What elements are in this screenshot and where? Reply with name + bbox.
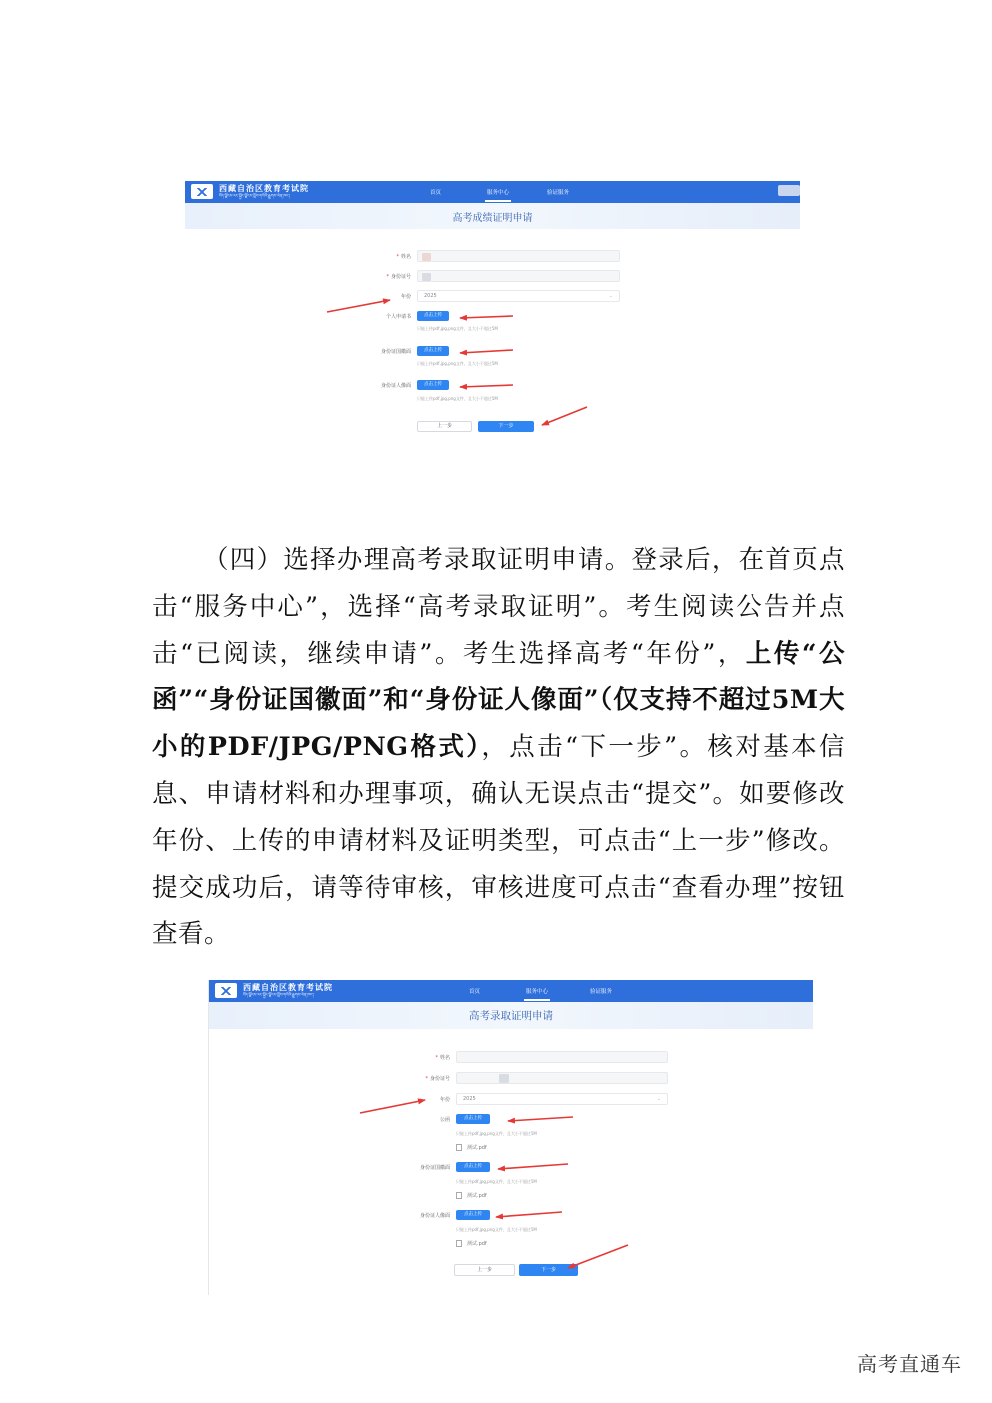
year-select[interactable]	[456, 1093, 668, 1105]
nav-service-center[interactable]: 服务中心	[526, 989, 549, 995]
top-nav-bar	[185, 181, 800, 203]
logo-name: 西藏自治区教育考试院	[219, 184, 309, 194]
instruction-bold: 上传“公函”“身份证国徽面”和“身份证人像面”（仅支持不超过5M大小的PDF/JPG/PNG格式）	[152, 638, 845, 763]
name-input[interactable]	[456, 1051, 668, 1063]
upload-hint-letter: 只能上传pdf,jpg,png文件，且大小不超过5M	[456, 1131, 537, 1136]
file-name: 测试.pdf	[467, 1193, 487, 1199]
upload-label-application: 个人申请书	[385, 313, 411, 320]
nav-verify-service[interactable]: 验证服务	[547, 190, 570, 196]
file-name: 测试.pdf	[467, 1241, 487, 1247]
upload-button-emblem[interactable]: 点击上传	[417, 346, 449, 356]
screenshot-score-certificate	[185, 181, 800, 439]
instruction-part2: ，点击“下一步”。核对基本信息、申请材料和办理事项，确认无误点击“提交”。如要修改年份、上传的申请材料及证明类型，可点击“上一步”修改。提交成功后，请等待审核，审核进度可点击“查看办理”按钮查看。	[152, 732, 845, 950]
upload-button-portrait[interactable]: 点击上传	[417, 380, 449, 390]
redacted-id	[499, 1074, 509, 1083]
file-icon	[456, 1192, 462, 1199]
upload-row-letter	[394, 1114, 490, 1124]
year-label: 年份	[439, 1096, 450, 1103]
site-logo[interactable]	[191, 184, 309, 199]
year-value: 2025	[424, 293, 437, 299]
name-input[interactable]	[417, 250, 620, 262]
upload-label-emblem: 身份证国徽面	[380, 348, 411, 355]
page-banner	[185, 203, 800, 229]
chevron-down-icon: ⌄	[656, 1096, 661, 1102]
name-label: * 姓名	[396, 253, 411, 260]
upload-button-portrait[interactable]: 点击上传	[456, 1210, 490, 1220]
upload-label-portrait: 身份证人像面	[380, 382, 411, 389]
instruction-part1: （四）选择办理高考录取证明申请。登录后，在首页点击“服务中心”，选择“高考录取证明”。考生阅读公告并点击“已阅读，继续申请”。考生选择高考“年份”，	[152, 545, 845, 669]
id-row	[394, 1072, 668, 1084]
upload-row-application	[355, 311, 449, 321]
uploaded-file-letter[interactable]	[456, 1144, 487, 1151]
logo-mountain-icon	[215, 983, 237, 998]
logo-sub: བོད་ལྗོངས་རང་སྐྱོང་ལྗོངས་སློབ་གསོའི་རྒྱུགས་ལེན་ཁང་།	[243, 991, 315, 997]
next-step-button[interactable]: 下一步	[478, 421, 534, 432]
id-input[interactable]	[456, 1072, 668, 1084]
name-label: * 姓名	[435, 1054, 450, 1061]
instruction-paragraph	[152, 537, 845, 958]
redacted-id	[422, 273, 431, 281]
screenshot-admission-certificate	[208, 980, 813, 1295]
upload-hint-portrait: 只能上传pdf,jpg,png文件，且大小不超过5M	[417, 396, 498, 401]
file-icon	[456, 1144, 462, 1151]
prev-step-button[interactable]: 上一步	[454, 1264, 515, 1276]
page-title: 高考录取证明申请	[469, 1010, 553, 1022]
id-label: * 身份证号	[425, 1075, 450, 1082]
upload-hint-emblem: 只能上传pdf,jpg,png文件，且大小不超过5M	[417, 361, 498, 366]
user-avatar[interactable]	[778, 185, 800, 196]
year-row	[355, 290, 620, 302]
upload-label-letter: 公函	[439, 1116, 450, 1123]
nav-home[interactable]: 首页	[430, 190, 442, 196]
upload-hint-application: 只能上传pdf,jpg,png文件，且大小不超过5M	[417, 326, 498, 331]
year-label: 年份	[400, 293, 411, 300]
id-row	[355, 270, 620, 282]
nav-service-center[interactable]: 服务中心	[487, 190, 510, 196]
upload-label-emblem: 身份证国徽面	[419, 1164, 450, 1171]
year-row	[394, 1093, 668, 1105]
nav-verify-service[interactable]: 验证服务	[590, 989, 613, 995]
id-input[interactable]	[417, 270, 620, 282]
upload-button-application[interactable]: 点击上传	[417, 311, 449, 321]
upload-row-portrait	[394, 1210, 490, 1220]
chevron-down-icon: ⌄	[608, 293, 613, 299]
top-nav-bar	[209, 980, 813, 1002]
year-value: 2025	[463, 1096, 476, 1102]
main-nav	[469, 980, 612, 1002]
name-row	[394, 1051, 668, 1063]
upload-row-portrait	[355, 380, 449, 390]
id-label: * 身份证号	[386, 273, 411, 280]
upload-hint-portrait: 只能上传pdf,jpg,png文件，且大小不超过5M	[456, 1227, 537, 1232]
redacted-name	[422, 253, 431, 261]
upload-row-emblem	[355, 346, 449, 356]
upload-hint-emblem: 只能上传pdf,jpg,png文件，且大小不超过5M	[456, 1179, 537, 1184]
prev-step-button[interactable]: 上一步	[417, 421, 472, 432]
upload-button-letter[interactable]: 点击上传	[456, 1114, 490, 1124]
file-icon	[456, 1240, 462, 1247]
logo-mountain-icon	[191, 184, 213, 199]
upload-label-portrait: 身份证人像面	[419, 1212, 450, 1219]
upload-button-emblem[interactable]: 点击上传	[456, 1162, 490, 1172]
uploaded-file-emblem[interactable]	[456, 1192, 487, 1199]
logo-sub: བོད་ལྗོངས་རང་སྐྱོང་ལྗོངས་སློབ་གསོའི་རྒྱུགས་ལེན་ཁང་།	[219, 192, 291, 198]
year-select[interactable]	[417, 290, 620, 302]
name-row	[355, 250, 620, 262]
site-logo[interactable]	[215, 983, 333, 998]
logo-name: 西藏自治区教育考试院	[243, 983, 333, 993]
file-name: 测试.pdf	[467, 1145, 487, 1151]
watermark: 高考直通车	[857, 1352, 962, 1376]
main-nav	[430, 181, 569, 203]
next-step-button[interactable]: 下一步	[519, 1264, 578, 1276]
page-banner	[209, 1002, 813, 1029]
uploaded-file-portrait[interactable]	[456, 1240, 487, 1247]
nav-home[interactable]: 首页	[469, 989, 481, 995]
upload-row-emblem	[394, 1162, 490, 1172]
page-title: 高考成绩证明申请	[452, 212, 533, 224]
